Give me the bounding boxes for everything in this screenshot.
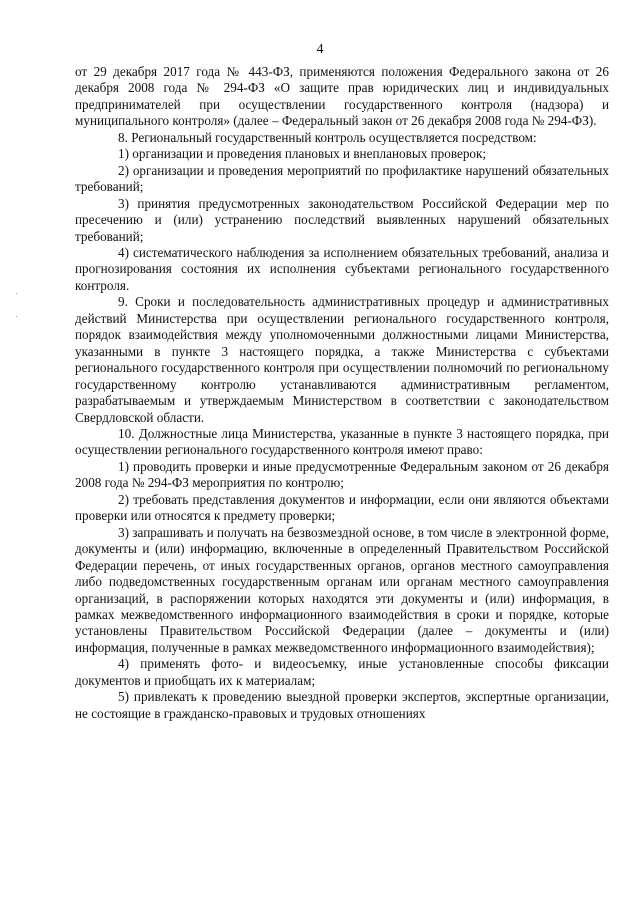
paragraph: 8. Региональный государственный контроль осуществляется посредством: [118, 129, 537, 145]
paragraph: 10. Должностные лица Министерства, указанные в пункте 3 настоящего порядка, при осуществлении регионального государственного контроля имеют право: [75, 425, 609, 458]
list-item: 1) проводить проверки и иные предусмотренные Федеральным законом от 26 декабря 2008 года № 294-ФЗ мероприятия по контролю; [75, 458, 609, 491]
paragraph: от 29 декабря 2017 года № 443-ФЗ, применяются положения Федерального закона от 26 декабря 2008 года № 294-ФЗ «О защите прав юридических лиц и индивидуальных предпринимателей при осуществлении государственного контроля (надзора) и муниципального контроля» (далее – Федеральный закон от 26 декабря 2008 года № 294-ФЗ). [75, 64, 609, 129]
scan-artifact [16, 293, 17, 294]
document-body [75, 64, 609, 722]
list-item: 3) запрашивать и получать на безвозмездной основе, в том числе в электронной форме, документы и (или) информацию, включенные в определенный Правительством Российской Федерации перечень, от иных государственных органов, органов местного самоуправления либо подведомственных государственным органам или органам местного самоуправления организаций, в распоряжении которых находятся эти документы и (или) информация, в рамках межведомственного информационного взаимодействия в сроки и порядке, которые установлены Правительством Российской Федерации (далее – документы и (или) информация, полученные в рамках межведомственного информационного взаимодействия); [75, 524, 609, 655]
list-item: 2) организации и проведения мероприятий по профилактике нарушений обязательных требований; [75, 162, 609, 195]
paragraph: 9. Сроки и последовательность административных процедур и административных действий Министерства при осуществлении регионального государственного контроля, порядок взаимодействия между уполномоченными должностными лицами Министерства, указанными в пункте 3 настоящего порядка, а также Министерства с субъектами регионального государственного контроля при осуществлении полномочий по региональному государственному контролю устанавливаются административным регламентом, разрабатываемым и утверждаемым Министерством в соответствии с законодательством Свердловской области. [75, 294, 609, 425]
list-item: 1) организации и проведения плановых и внеплановых проверок; [118, 146, 487, 162]
scan-artifact [16, 316, 17, 317]
list-item: 5) привлекать к проведению выездной проверки экспертов, экспертные организации, не состоящие в гражданско-правовых и трудовых отношениях [75, 689, 609, 721]
list-item: 4) применять фото- и видеосъемку, иные установленные способы фиксации документов и приобщать их к материалам; [75, 656, 609, 688]
page-number: 4 [316, 42, 324, 57]
list-item: 2) требовать представления документов и информации, если они являются объектами проверки или относятся к предмету проверки; [75, 491, 609, 524]
list-item: 3) принятия предусмотренных законодательством Российской Федерации мер по пресечению и (или) устранению последствий выявленных нарушений обязательных требований; [75, 195, 609, 244]
list-item: 4) систематического наблюдения за исполнением обязательных требований, анализа и прогнозирования состояния их исполнения субъектами регионального государственного контроля. [75, 244, 609, 293]
